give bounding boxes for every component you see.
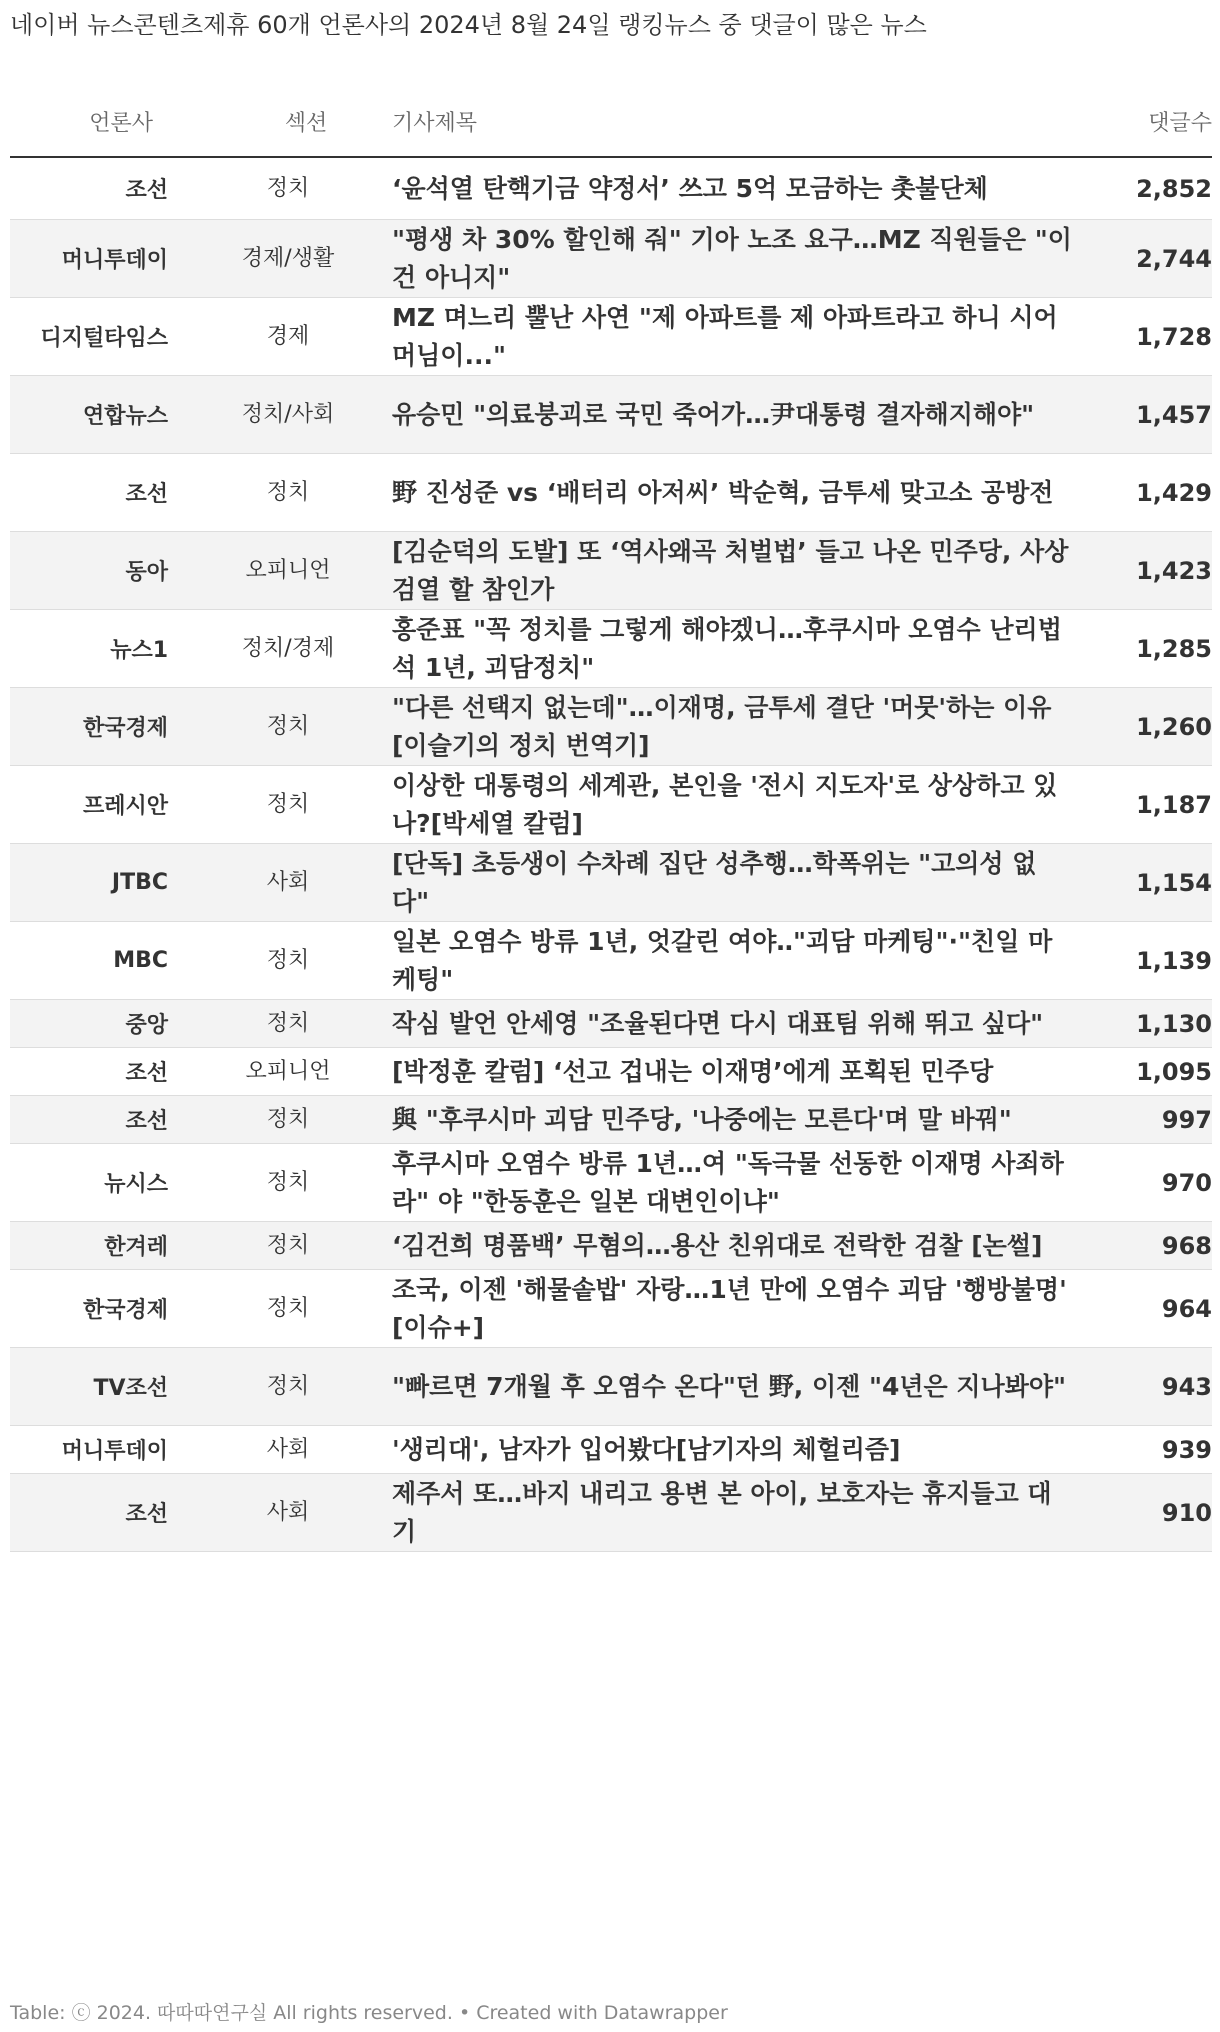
cell-section (228, 1096, 348, 1143)
cell-article-title-text: 제주서 또…바지 내리고 용변 본 아이, 보호자는 휴지들고 대기 (392, 1478, 1052, 1546)
cell-article-title (392, 1144, 1072, 1221)
cell-section-text: 오피니언 (245, 557, 331, 583)
cell-section-text: 정치 (266, 791, 310, 817)
cell-comments (1072, 610, 1212, 687)
cell-publisher (10, 610, 168, 687)
cell-publisher-text: TV조선 (93, 1376, 168, 1401)
cell-article-title (392, 844, 1072, 921)
cell-article-title-text: [단독] 초등생이 수차례 집단 성추행…학폭위는 "고의성 없다" (392, 848, 1037, 916)
cell-article-title-text: 이상한 대통령의 세계관, 본인을 '전시 지도자'로 상상하고 있나?[박세열 칼럼] (392, 770, 1058, 838)
cell-article-title (392, 1474, 1072, 1551)
cell-publisher (10, 1048, 168, 1095)
cell-publisher-text: 뉴시스 (104, 1172, 168, 1197)
table-row (10, 1144, 1212, 1222)
cell-section (228, 688, 348, 765)
cell-publisher (10, 1270, 168, 1347)
cell-publisher-text: 뉴스1 (110, 638, 168, 663)
cell-article-title (392, 1048, 1072, 1095)
table-row (10, 376, 1212, 454)
cell-article-title (392, 1348, 1072, 1425)
cell-section-text: 정치 (266, 1295, 310, 1321)
cell-comments-text: 1,260 (1136, 712, 1212, 741)
cell-section (228, 1426, 348, 1473)
table-header (10, 88, 1212, 158)
cell-section (228, 158, 348, 219)
cell-section-text: 사회 (266, 1436, 310, 1462)
cell-publisher-text: 머니투데이 (61, 1439, 168, 1464)
cell-publisher (10, 1474, 168, 1551)
table-row (10, 922, 1212, 1000)
cell-publisher-text: MBC (113, 948, 168, 973)
page-title: 네이버 뉴스콘텐츠제휴 60개 언론사의 2024년 8월 24일 랭킹뉴스 중 댓글이 많은 뉴스 (10, 11, 927, 39)
cell-section-text: 정치 (266, 947, 310, 973)
cell-publisher-text: 머니투데이 (61, 248, 168, 273)
cell-comments-text: 1,187 (1136, 790, 1212, 819)
cell-publisher-text: 조선 (125, 178, 168, 203)
cell-comments-text: 2,852 (1136, 174, 1212, 203)
cell-comments (1072, 1426, 1212, 1473)
cell-article-title (392, 688, 1072, 765)
cell-section-text: 정치 (266, 1373, 310, 1399)
cell-comments (1072, 1222, 1212, 1269)
table-row (10, 688, 1212, 766)
table-row (10, 1348, 1212, 1426)
cell-article-title (392, 158, 1072, 219)
cell-comments (1072, 688, 1212, 765)
cell-comments-text: 1,728 (1136, 322, 1212, 351)
cell-article-title-text: [김순덕의 도발] 또 ‘역사왜곡 처벌법’ 들고 나온 민주당, 사상검열 할 참인가 (392, 536, 1069, 604)
cell-article-title-text: ‘김건희 명품백’ 무혐의…용산 친위대로 전락한 검찰 [논썰] (392, 1230, 1043, 1260)
cell-article-title-text: 일본 오염수 방류 1년, 엇갈린 여야‥"괴담 마케팅"·"친일 마케팅" (392, 926, 1053, 994)
cell-comments (1072, 766, 1212, 843)
cell-section-text: 정치 (266, 1232, 310, 1258)
cell-comments (1072, 158, 1212, 219)
cell-section (228, 1270, 348, 1347)
table-row (10, 766, 1212, 844)
table-row (10, 454, 1212, 532)
table-row (10, 1048, 1212, 1096)
cell-comments-text: 910 (1161, 1498, 1212, 1527)
cell-publisher (10, 1144, 168, 1221)
cell-article-title-text: "다른 선택지 없는데"…이재명, 금투세 결단 '머뭇'하는 이유 [이슬기의 정치 번역기] (392, 692, 1052, 760)
cell-article-title (392, 1270, 1072, 1347)
cell-section-text: 정치 (266, 1106, 310, 1132)
cell-publisher-text: 디지털타임스 (40, 326, 168, 351)
cell-article-title (392, 220, 1072, 297)
cell-article-title-text: ‘윤석열 탄핵기금 약정서’ 쓰고 5억 모금하는 촛불단체 (392, 173, 988, 203)
cell-article-title-text: 홍준표 "꼭 정치를 그렇게 해야겠니…후쿠시마 오염수 난리법석 1년, 괴담정치" (392, 614, 1062, 682)
cell-article-title-text: 與 "후쿠시마 괴담 민주당, '나중에는 모른다'며 말 바꿔" (392, 1104, 1012, 1134)
table-row (10, 1096, 1212, 1144)
table-row (10, 298, 1212, 376)
cell-comments-text: 1,429 (1136, 478, 1212, 507)
cell-publisher (10, 220, 168, 297)
cell-publisher (10, 1096, 168, 1143)
cell-publisher (10, 766, 168, 843)
table-row (10, 844, 1212, 922)
cell-comments (1072, 1270, 1212, 1347)
cell-publisher (10, 1222, 168, 1269)
table-row (10, 1222, 1212, 1270)
cell-publisher-text: 한국경제 (82, 1298, 168, 1323)
cell-section (228, 1222, 348, 1269)
cell-section-text: 정치 (266, 479, 310, 505)
cell-publisher-text: 한겨레 (104, 1235, 168, 1260)
table-row (10, 1426, 1212, 1474)
comments-table (10, 88, 1212, 1552)
table-row (10, 220, 1212, 298)
cell-section-text: 사회 (266, 1499, 310, 1525)
cell-publisher-text: 연합뉴스 (82, 404, 168, 429)
cell-publisher-text: 조선 (125, 482, 168, 507)
cell-comments (1072, 1000, 1212, 1047)
cell-publisher-text: 중앙 (125, 1013, 168, 1038)
cell-comments (1072, 1144, 1212, 1221)
cell-comments (1072, 220, 1212, 297)
cell-article-title-text: [박정훈 칼럼] ‘선고 겁내는 이재명’에게 포획된 민주당 (392, 1056, 994, 1086)
table-row (10, 532, 1212, 610)
table-row (10, 1474, 1212, 1552)
table-row (10, 158, 1212, 220)
cell-comments-text: 1,154 (1136, 868, 1212, 897)
cell-comments-text: 997 (1161, 1105, 1212, 1134)
header-comments[interactable]: 댓글수 (1148, 111, 1212, 136)
cell-article-title-text: 野 진성준 vs ‘배터리 아저씨’ 박순혁, 금투세 맞고소 공방전 (392, 477, 1054, 507)
cell-publisher (10, 1000, 168, 1047)
cell-article-title-text: "평생 차 30% 할인해 줘" 기아 노조 요구…MZ 직원들은 "이건 아니지" (392, 224, 1072, 292)
cell-publisher-text: 한국경제 (82, 716, 168, 741)
cell-comments (1072, 922, 1212, 999)
cell-comments-text: 970 (1161, 1168, 1212, 1197)
cell-comments (1072, 298, 1212, 375)
cell-comments-text: 1,423 (1136, 556, 1212, 585)
cell-publisher-text: 조선 (125, 1502, 168, 1527)
cell-article-title (392, 1426, 1072, 1473)
cell-article-title (392, 1222, 1072, 1269)
cell-publisher (10, 1348, 168, 1425)
cell-article-title-text: 후쿠시마 오염수 방류 1년…여 "독극물 선동한 이재명 사죄하라" 야 "한동훈은 일본 대변인이냐" (392, 1148, 1064, 1216)
header-publisher[interactable]: 언론사 (89, 111, 153, 136)
cell-comments-text: 1,285 (1136, 634, 1212, 663)
cell-article-title (392, 1096, 1072, 1143)
cell-publisher-text: 프레시안 (82, 794, 168, 819)
cell-comments-text: 1,139 (1136, 946, 1212, 975)
cell-comments (1072, 1048, 1212, 1095)
cell-publisher (10, 688, 168, 765)
cell-section-text: 정치/경제 (241, 635, 335, 661)
cell-publisher-text: 동아 (125, 560, 168, 585)
cell-publisher-text: 조선 (125, 1061, 168, 1086)
cell-publisher (10, 1426, 168, 1473)
cell-section (228, 1144, 348, 1221)
cell-publisher (10, 158, 168, 219)
cell-section-text: 오피니언 (245, 1058, 331, 1084)
cell-article-title (392, 532, 1072, 609)
cell-article-title (392, 922, 1072, 999)
cell-publisher (10, 376, 168, 453)
cell-comments-text: 2,744 (1136, 244, 1212, 273)
cell-article-title (392, 298, 1072, 375)
cell-section (228, 610, 348, 687)
cell-section (228, 220, 348, 297)
header-article-title[interactable]: 기사제목 (392, 111, 478, 136)
cell-section (228, 454, 348, 531)
cell-section-text: 정치 (266, 1010, 310, 1036)
cell-comments (1072, 454, 1212, 531)
cell-comments (1072, 844, 1212, 921)
cell-publisher (10, 454, 168, 531)
cell-article-title (392, 454, 1072, 531)
cell-section-text: 정치/사회 (241, 401, 335, 427)
cell-section (228, 376, 348, 453)
cell-article-title-text: 조국, 이젠 '해물솥밥' 자랑…1년 만에 오염수 괴담 '행방불명' [이슈+] (392, 1274, 1067, 1342)
cell-article-title-text: 작심 발언 안세영 "조율된다면 다시 대표팀 위해 뛰고 싶다" (392, 1008, 1044, 1038)
cell-publisher (10, 844, 168, 921)
cell-section-text: 정치 (266, 713, 310, 739)
cell-section (228, 1000, 348, 1047)
cell-section-text: 사회 (266, 869, 310, 895)
cell-section-text: 경제/생활 (241, 245, 335, 271)
cell-publisher (10, 532, 168, 609)
cell-comments-text: 968 (1161, 1231, 1212, 1260)
cell-comments (1072, 1348, 1212, 1425)
cell-section (228, 532, 348, 609)
cell-section (228, 298, 348, 375)
cell-section (228, 1348, 348, 1425)
table-credit: Table: ⓒ 2024. 따따따연구실 All rights reserved. • Created with Datawrapper (10, 2002, 728, 2024)
cell-article-title (392, 610, 1072, 687)
cell-comments-text: 964 (1161, 1294, 1212, 1323)
cell-publisher (10, 922, 168, 999)
cell-article-title-text: MZ 며느리 뿔난 사연 "제 아파트를 제 아파트라고 하니 시어머님이..." (392, 302, 1058, 370)
cell-comments-text: 1,095 (1136, 1057, 1212, 1086)
cell-section-text: 정치 (266, 1169, 310, 1195)
cell-article-title (392, 1000, 1072, 1047)
cell-section-text: 정치 (266, 175, 310, 201)
cell-publisher (10, 298, 168, 375)
cell-article-title (392, 766, 1072, 843)
cell-article-title (392, 376, 1072, 453)
cell-publisher-text: JTBC (111, 870, 168, 895)
cell-comments-text: 939 (1161, 1435, 1212, 1464)
cell-publisher-text: 조선 (125, 1109, 168, 1134)
cell-section-text: 경제 (266, 323, 310, 349)
cell-section (228, 766, 348, 843)
cell-article-title-text: "빠르면 7개월 후 오염수 온다"던 野, 이젠 "4년은 지나봐야" (392, 1371, 1067, 1401)
table-row (10, 610, 1212, 688)
cell-comments-text: 1,130 (1136, 1009, 1212, 1038)
cell-section (228, 922, 348, 999)
table-row (10, 1270, 1212, 1348)
table-body (10, 158, 1212, 1552)
cell-section (228, 1474, 348, 1551)
cell-comments (1072, 1474, 1212, 1551)
cell-comments-text: 943 (1161, 1372, 1212, 1401)
cell-comments (1072, 1096, 1212, 1143)
cell-comments (1072, 532, 1212, 609)
table-row (10, 1000, 1212, 1048)
cell-article-title-text: 유승민 "의료붕괴로 국민 죽어가…尹대통령 결자해지해야" (392, 399, 1035, 429)
header-section[interactable]: 섹션 (284, 111, 328, 136)
cell-section (228, 844, 348, 921)
cell-comments-text: 1,457 (1136, 400, 1212, 429)
cell-section (228, 1048, 348, 1095)
cell-comments (1072, 376, 1212, 453)
cell-article-title-text: '생리대', 남자가 입어봤다[남기자의 체헐리즘] (392, 1434, 901, 1464)
